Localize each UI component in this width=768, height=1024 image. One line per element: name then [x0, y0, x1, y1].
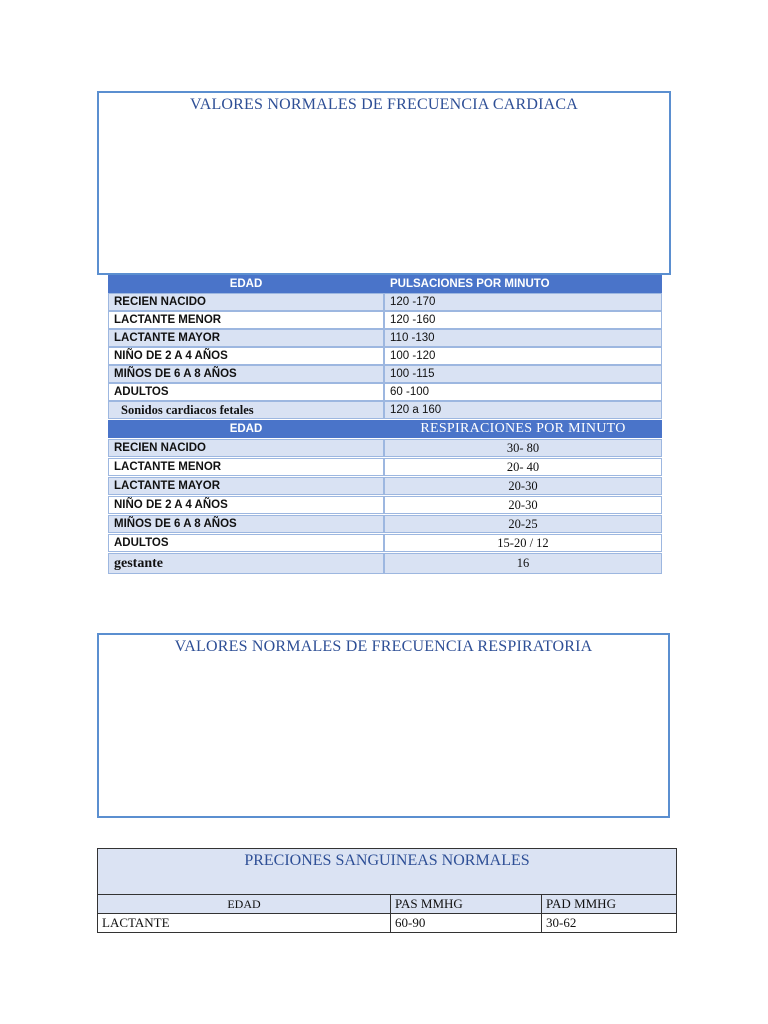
pulse-header-row [108, 275, 662, 293]
resp-header-rate: RESPIRACIONES POR MINUTO [384, 420, 662, 438]
cardiac-title: VALORES NORMALES DE FRECUENCIA CARDIACA [190, 96, 578, 113]
respiratory-frame [97, 633, 670, 818]
table-row [108, 553, 662, 574]
pulse-age-cell: RECIEN NACIDO [108, 293, 384, 311]
resp-age-cell: RECIEN NACIDO [108, 439, 384, 457]
table-row [108, 329, 662, 347]
resp-header-row [108, 420, 662, 438]
resp-rate-cell: 16 [384, 553, 662, 574]
pulse-header-rate: PULSACIONES POR MINUTO [384, 275, 662, 293]
resp-age-cell: gestante [108, 553, 384, 574]
pulse-age-cell: MIÑOS DE 6 A 8 AÑOS [108, 365, 384, 383]
pulse-age-cell: LACTANTE MENOR [108, 311, 384, 329]
resp-age-cell: ADULTOS [108, 534, 384, 552]
cardiac-frame [97, 91, 671, 275]
bp-header-diastolic: PAD MMHG [541, 895, 677, 914]
bp-diastolic-cell: 30-62 [541, 914, 677, 933]
table-row [108, 439, 662, 457]
bp-systolic-cell: 60-90 [390, 914, 542, 933]
pulse-rate-cell: 120 a 160 [384, 401, 662, 419]
bp-header-systolic: PAS MMHG [390, 895, 542, 914]
resp-header-age: EDAD [108, 420, 384, 438]
blood-pressure-table [97, 848, 677, 933]
pulse-rate-cell: 100 -120 [384, 347, 662, 365]
resp-age-cell: NIÑO DE 2 A 4 AÑOS [108, 496, 384, 514]
pulse-age-cell: LACTANTE MAYOR [108, 329, 384, 347]
bp-header-age: EDAD [97, 895, 391, 914]
resp-rate-cell: 20-30 [384, 477, 662, 495]
resp-age-cell: LACTANTE MENOR [108, 458, 384, 476]
bp-age-cell: LACTANTE [97, 914, 391, 933]
resp-rate-cell: 20-25 [384, 515, 662, 533]
table-row [108, 458, 662, 476]
table-row [108, 534, 662, 552]
pulse-rate-cell: 110 -130 [384, 329, 662, 347]
pulse-age-cell: Sonidos cardiacos fetales [108, 401, 384, 419]
table-row [108, 383, 662, 401]
bp-title: PRECIONES SANGUINEAS NORMALES [244, 852, 530, 869]
pulse-header-age: EDAD [108, 275, 384, 293]
resp-rate-cell: 20- 40 [384, 458, 662, 476]
table-row [108, 347, 662, 365]
table-row [108, 365, 662, 383]
pulse-rate-cell: 100 -115 [384, 365, 662, 383]
resp-rate-cell: 15-20 / 12 [384, 534, 662, 552]
resp-age-cell: LACTANTE MAYOR [108, 477, 384, 495]
resp-rate-cell: 30- 80 [384, 439, 662, 457]
pulse-age-cell: ADULTOS [108, 383, 384, 401]
pulse-rate-cell: 120 -170 [384, 293, 662, 311]
pulse-rate-cell: 60 -100 [384, 383, 662, 401]
table-row [108, 496, 662, 514]
resp-rate-cell: 20-30 [384, 496, 662, 514]
bp-title-cell [97, 848, 677, 895]
respiratory-title: VALORES NORMALES DE FRECUENCIA RESPIRATORIA [174, 638, 593, 655]
pulse-rate-cell: 120 -160 [384, 311, 662, 329]
table-row [108, 515, 662, 533]
table-row [108, 293, 662, 311]
table-row [108, 477, 662, 495]
pulse-age-cell: NIÑO DE 2 A 4 AÑOS [108, 347, 384, 365]
table-row [108, 311, 662, 329]
table-row [108, 401, 662, 419]
resp-age-cell: MIÑOS DE 6 A 8 AÑOS [108, 515, 384, 533]
